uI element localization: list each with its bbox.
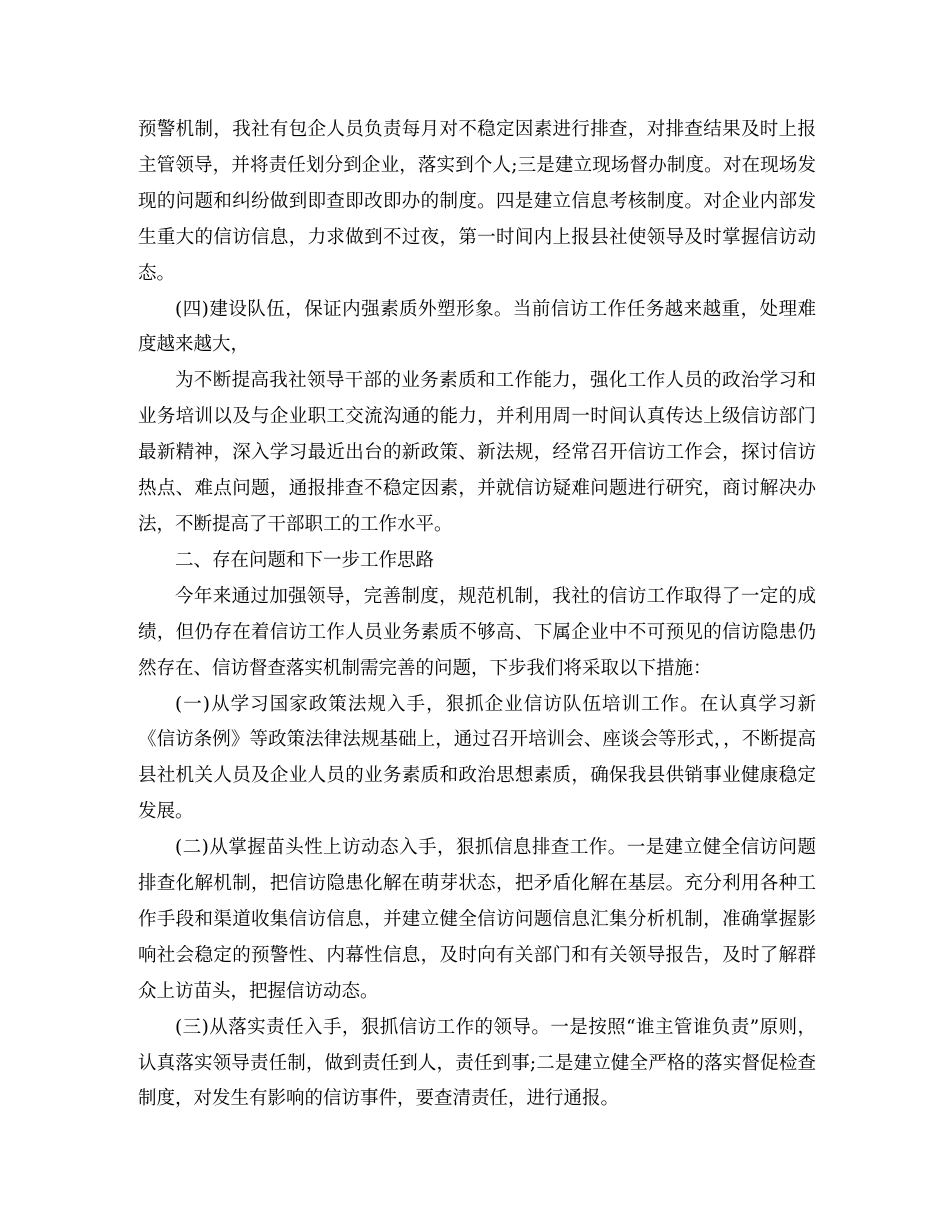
paragraph-existing-problems: 今年来通过加强领导，完善制度，规范机制，我社的信访工作取得了一定的成绩，但仍存在着信访工作人员业务素质不够高、下属企业中不可预见的信访隐患仍然存在、信访督查落实机制需完善的问题，下步我们将采取以下措施：	[138, 585, 816, 679]
paragraph-cadre-training: 为不断提高我社领导干部的业务素质和工作能力，强化工作人员的政治学习和业务培训以及与企业职工交流沟通的能力，并利用周一时间认真传达上级信访部门最新精神，深入学习最近出台的新政策、新法规，经常召开信访工作会，探讨信访热点、难点问题，通报排查不稳定因素，并就信访疑难问题进行研究，商讨解决办法，不断提高了干部职工的工作水平。	[138, 370, 816, 535]
document-body	[138, 112, 816, 1117]
paragraph-measure-1-policy-study: (一)从学习国家政策法规入手，狠抓企业信访队伍培训工作。在认真学习新《信访条例》等政策法律法规基础上，通过召开培训会、座谈会等形式，，不断提高县社机关人员及企业人员的业务素质和政治思想素质，确保我县供销事业健康稳定发展。	[138, 693, 816, 823]
paragraph-early-warning-continued: 预警机制，我社有包企人员负责每月对不稳定因素进行排查，对排查结果及时上报主管领导，并将责任划分到企业，落实到个人;三是建立现场督办制度。对在现场发现的问题和纠纷做到即查即改即办的制度。四是建立信息考核制度。对企业内部发生重大的信访信息，力求做到不过夜，第一时间内上报县社使领导及时掌握信访动态。	[138, 119, 816, 284]
paragraph-measure-3-responsibility: (三)从落实责任入手，狠抓信访工作的领导。一是按照“谁主管谁负责”原则，认真落实领导责任制，做到责任到人，责任到事;二是建立健全严格的落实督促检查制度，对发生有影响的信访事件，要查清责任，进行通报。	[138, 1016, 816, 1110]
paragraph-measure-2-information-screening: (二)从掌握苗头性上访动态入手，狠抓信息排查工作。一是建立健全信访问题排查化解机制，把信访隐患化解在萌芽状态，把矛盾化解在基层。充分利用各种工作手段和渠道收集信访信息，并建立健全信访问题信息汇集分析机制，准确掌握影响社会稳定的预警性、内幕性信息，及时向有关部门和有关领导报告，及时了解群众上访苗头，把握信访动态。	[138, 837, 816, 1002]
section-heading-problems-and-next-steps: 二、存在问题和下一步工作思路	[175, 549, 435, 571]
paragraph-section-4-team-building: (四)建设队伍，保证内强素质外塑形象。当前信访工作任务越来越重，处理难度越来越大，	[138, 298, 816, 356]
